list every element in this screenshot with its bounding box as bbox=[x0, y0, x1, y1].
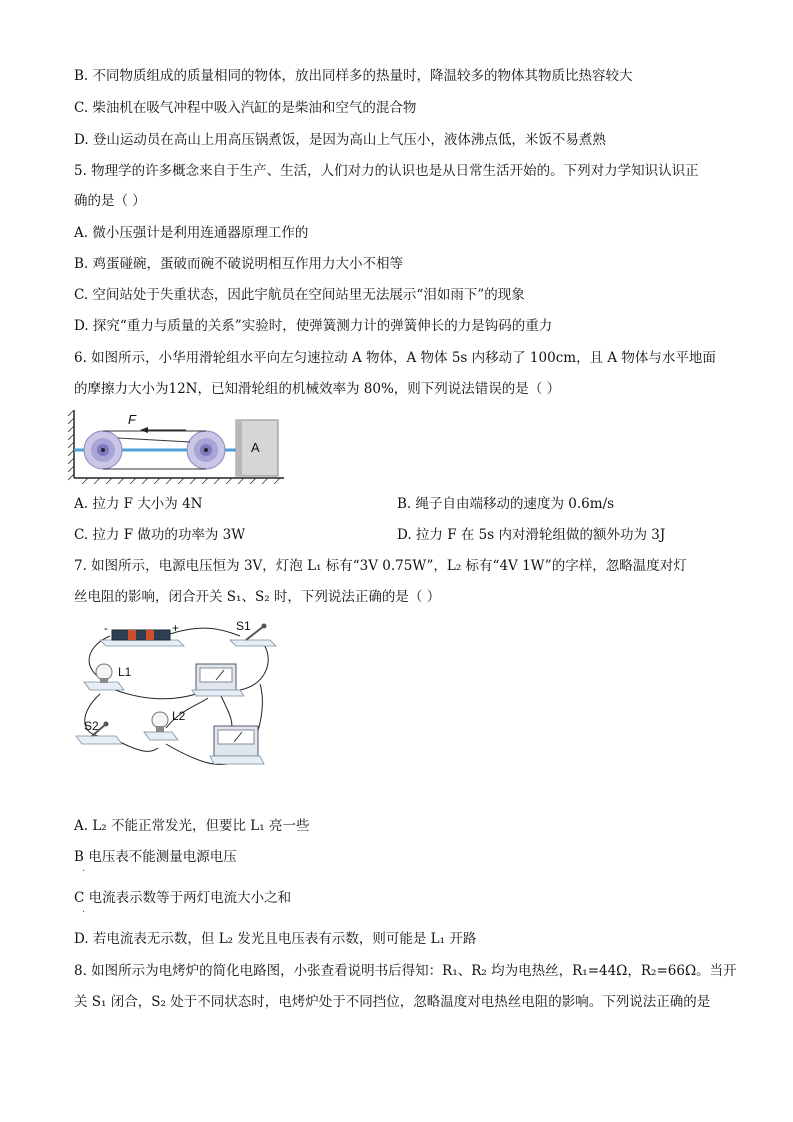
force-label: F bbox=[128, 412, 136, 427]
q5-stem-line1: 5. 物理学的许多概念来自于生产、生活，人们对力的认识也是从日常生活开始的。下列对力学知识认识正 bbox=[74, 163, 699, 179]
q8-stem-line2: 关 S₁ 闭合，S₂ 处于不同状态时，电烤炉处于不同挡位，忽略温度对电热丝电阻的影响。下列说法正确的是 bbox=[74, 994, 711, 1010]
q7-option-b: B 电压表不能测量电源电压 bbox=[74, 849, 237, 865]
q4-option-b: B. 不同物质组成的质量相同的物体，放出同样多的热量时，降温较多的物体其物质比热容较大 bbox=[74, 68, 633, 84]
q4-option-d: D. 登山运动员在高山上用高压锅煮饭，是因为高山上气压小，液体沸点低，米饭不易煮熟 bbox=[74, 132, 606, 148]
switch-s1-label: S1 bbox=[236, 619, 251, 633]
q5-option-d: D. 探究“重力与质量的关系”实验时，使弹簧测力计的弹簧伸长的力是钩码的重力 bbox=[74, 318, 553, 334]
battery-plus-label: + bbox=[172, 621, 180, 635]
stray-mark: · bbox=[82, 907, 86, 918]
force-arrowhead bbox=[140, 427, 148, 433]
q5-option-b: B. 鸡蛋碰碗，蛋破而碗不破说明相互作用力大小不相等 bbox=[74, 256, 404, 272]
q8-stem-line1: 8. 如图所示为电烤炉的简化电路图，小张查看说明书后得知：R₁、R₂ 均为电热丝，R₁=44Ω，R₂=66Ω。当开 bbox=[74, 963, 737, 979]
block-a-label: A bbox=[251, 440, 260, 455]
lamp-l1-label: L1 bbox=[118, 665, 132, 679]
q6-option-c: C. 拉力 F 做功的功率为 3W bbox=[74, 527, 246, 543]
wall-hatching bbox=[68, 410, 74, 480]
q7-stem-line2: 丝电阻的影响，闭合开关 S₁、S₂ 时，下列说法正确的是（ ） bbox=[74, 589, 441, 605]
switch-s2 bbox=[76, 722, 122, 745]
q5-option-a: A. 微小压强计是利用连通器原理工作的 bbox=[74, 225, 309, 241]
q7-option-a: A. L₂ 不能正常发光，但要比 L₁ 亮一些 bbox=[74, 818, 310, 834]
battery-minus-label: - bbox=[104, 621, 108, 635]
q6-option-a: A. 拉力 F 大小为 4N bbox=[74, 496, 203, 512]
q5-option-c: C. 空间站处于失重状态，因此宇航员在空间站里无法展示“泪如雨下”的现象 bbox=[74, 287, 525, 303]
q6-stem-line1: 6. 如图所示，小华用滑轮组水平向左匀速拉动 A 物体，A 物体 5s 内移动了 100cm，且 A 物体与水平地面 bbox=[74, 350, 716, 366]
movable-pulley bbox=[187, 431, 225, 469]
q7-option-d: D. 若电流表无示数，但 L₂ 发光且电压表有示数，则可能是 L₁ 开路 bbox=[74, 931, 477, 947]
fixed-pulley bbox=[84, 431, 122, 469]
voltmeter bbox=[192, 664, 244, 696]
q7-option-c: C 电流表示数等于两灯电流大小之和 bbox=[74, 890, 292, 906]
q6-option-d: D. 拉力 F 在 5s 内对滑轮组做的额外功为 3J bbox=[397, 527, 666, 543]
q5-stem-line2: 确的是（ ） bbox=[74, 193, 146, 209]
stray-mark: · bbox=[82, 866, 86, 877]
q6-stem-line2: 的摩擦力大小为12N，已知滑轮组的机械效率为 80%，则下列说法错误的是（ ） bbox=[74, 381, 561, 397]
circuit-figure bbox=[70, 614, 280, 774]
switch-s2-label: S2 bbox=[84, 719, 99, 733]
q4-option-c: C. 柴油机在吸气冲程中吸入汽缸的是柴油和空气的混合物 bbox=[74, 100, 417, 116]
q7-stem-line1: 7. 如图所示，电源电压恒为 3V，灯泡 L₁ 标有“3V 0.75W”，L₂ 标有“4V 1W”的字样，忽略温度对灯 bbox=[74, 558, 687, 574]
lamp-l2-label: L2 bbox=[172, 709, 186, 723]
pulley-figure bbox=[68, 408, 288, 486]
ground-hatching bbox=[82, 478, 280, 484]
q6-option-b: B. 绳子自由端移动的速度为 0.6m/s bbox=[397, 496, 615, 512]
ammeter bbox=[210, 726, 264, 764]
